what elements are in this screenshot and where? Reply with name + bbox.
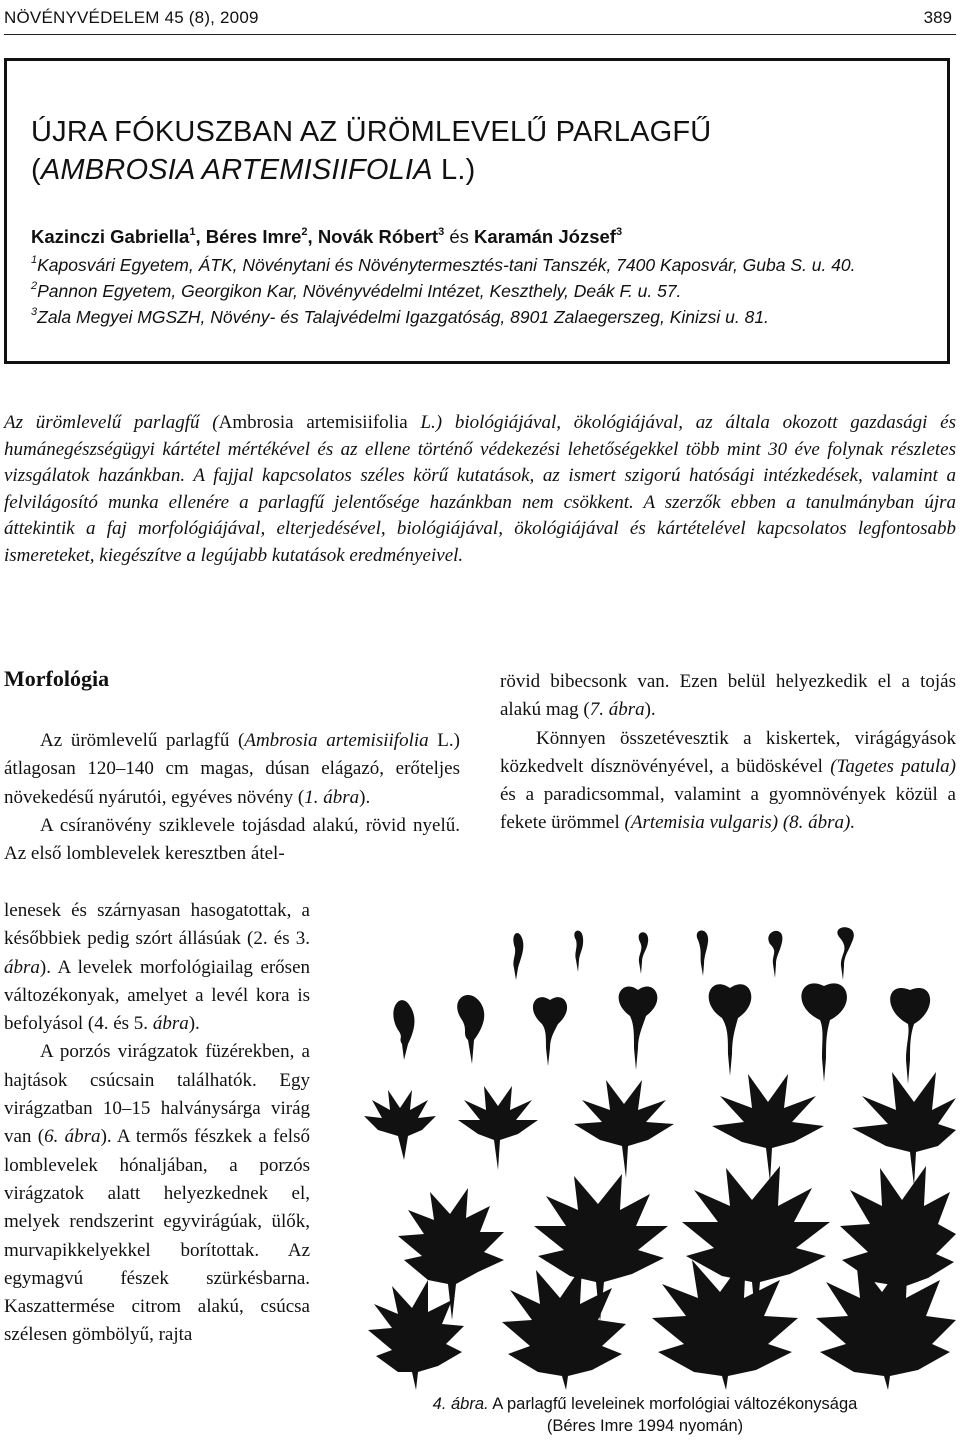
author-1: Kazinczi Gabriella bbox=[31, 226, 190, 247]
leaf-silhouette bbox=[801, 983, 847, 1082]
author-2: Béres Imre bbox=[205, 226, 302, 247]
leaf-silhouette bbox=[697, 931, 708, 977]
left-column-narrow bbox=[4, 897, 310, 1350]
leaf-silhouette bbox=[639, 932, 649, 974]
affiliation-1: $^1$Kaposvári Egyetem, ÁTK, Növénytani és Növénytermesztés-tani Tanszék, 7400 Kaposvár, Guba S. u. 40. bbox=[31, 254, 856, 275]
leaf-silhouette bbox=[852, 1072, 956, 1186]
abstract: Az ürömlevelű parlagfű (Ambrosia artemisiifolia L.) biológiájával, ökológiájával, az általa okozott gazdasági és humánegészségügyi kártétel mértékével és az ellene történő védekezési lehetőségekkel több mint 30 éve folynak részletes vizsgálatok hazánkban. A fajjal kapcsolatos széles körű kutatások, az ismert szigorú hatósági intézkedések, valamint a felvilágosító munka ellenére a parlagfű jelentősége hazánkban nem csökkent. A szerzők ebben a tanulmányban újra áttekintik a faj morfológiájával, elterjedésével, biológiájával, ökológiájával és kártételével kapcsolatos legfontosabb ismereteket, kiegészítve a legújabb kutatások eredményeivel. bbox=[4, 412, 956, 566]
leaf-silhouette bbox=[709, 984, 752, 1076]
leaf-silhouette bbox=[768, 931, 782, 978]
leaf-silhouette bbox=[502, 1266, 626, 1390]
paragraph: A csíranövény sziklevele tojásdad alakú, rövid nyelű. Az első lomblevelek keresztben átel- bbox=[4, 814, 460, 865]
paragraph: lenesek és szárnyasan hasogatottak, a későbbiek pedig szórt állásúak (2. és 3. ábra). A levelek morfológiailag erősen változékonyak, amelyet a levél kora is befolyásol (4. és 5. ábra). bbox=[4, 900, 310, 1035]
figure-caption bbox=[330, 1393, 960, 1437]
paragraph: rövid bibecsonk van. Ezen belül helyezkedik el a tojás alakú mag (7. ábra). bbox=[500, 671, 956, 721]
page-number: 389 bbox=[923, 8, 952, 27]
article-title bbox=[31, 113, 711, 189]
leaf-silhouette bbox=[513, 933, 523, 980]
paragraph: Könnyen összetévesztik a kiskertek, virágágyások közkedvelt dísznövényével, a büdöskével (Tagetes patula) és a paradicsommal, valamint a gyomnövények közül a fekete ürömmel (Artemisia vulgaris) (8. ábra). bbox=[500, 727, 957, 834]
leaf-silhouette bbox=[574, 1080, 674, 1178]
title-line-2: (AMBROSIA ARTEMISIIFOLIA L.) bbox=[31, 154, 476, 186]
affiliation-3: $^3$Zala Megyei MGSZH, Növény- és Talajvédelmi Igazgatóság, 8901 Zalaegerszeg, Kinizsi u. 81. bbox=[31, 306, 769, 327]
author-4: Karamán József bbox=[474, 226, 616, 247]
leaf-silhouette bbox=[457, 995, 484, 1064]
leaf-silhouette bbox=[533, 997, 567, 1066]
leaf-variability-figure bbox=[338, 920, 958, 1390]
leaf-silhouette bbox=[890, 988, 930, 1084]
abstract-species: Ambrosia artemisiifolia bbox=[218, 412, 408, 433]
paragraph: Az ürömlevelű parlagfű (Ambrosia artemisiifolia L.) átlagosan 120–140 cm magas, dúsan elágazó, erőteljes növekedésű nyárutói, egyéves növény (1. ábra). bbox=[4, 730, 460, 808]
leaf-silhouette bbox=[398, 1188, 504, 1320]
header-rule bbox=[4, 34, 956, 35]
leaf-silhouette bbox=[458, 1086, 538, 1170]
title-line-1: ÚJRA FÓKUSZBAN AZ ÜRÖMLEVELŰ PARLAGFŰ bbox=[31, 116, 712, 148]
title-species: AMBROSIA ARTEMISIIFOLIA bbox=[40, 154, 433, 186]
author-3: Novák Róbert bbox=[317, 226, 439, 247]
right-column bbox=[500, 668, 956, 838]
author-list: Kazinczi Gabriella$^1$, Béres Imre$^2$, Novák Róbert$^3$ és Karamán József$^3$ bbox=[31, 225, 623, 247]
caption-line-1: 4. ábra. A parlagfű leveleinek morfológiai változékonysága bbox=[432, 1395, 858, 1413]
leaf-silhouette bbox=[393, 1000, 414, 1060]
leaf-silhouette bbox=[619, 987, 658, 1070]
title-box bbox=[4, 58, 950, 364]
paragraph: A porzós virágzatok füzérekben, a hajtások csúcsain találhatók. Egy virágzatban 10–15 halványsárga virág van (6. ábra). A termős fészkek a felső lomblevelek hónaljában, a porzós virágzatok alatt helyezkednek el, melyek rendszerint egyvirágúak, ülők, murvapikkelyekkel borítottak. Az egymagvú fészek szürkésbarna. Kaszattermése citrom alakú, csúcsa szélesen gömbölyű, rajta bbox=[4, 1041, 310, 1346]
caption-line-2: (Béres Imre 1994 nyomán) bbox=[546, 1417, 744, 1435]
left-column-top bbox=[4, 727, 460, 868]
leaf-silhouette bbox=[364, 1090, 436, 1160]
affiliation-2: $^2$Pannon Egyetem, Georgikon Kar, Növényvédelmi Intézet, Keszthely, Deák F. u. 57. bbox=[31, 280, 682, 301]
leaf-silhouette bbox=[712, 1074, 824, 1182]
caption-label: 4. ábra. bbox=[432, 1395, 489, 1413]
running-header bbox=[4, 4, 956, 30]
journal-info: NÖVÉNYVÉDELEM 45 (8), 2009 bbox=[4, 8, 259, 27]
leaf-silhouette bbox=[837, 927, 853, 980]
leaf-silhouette bbox=[574, 931, 583, 972]
section-title: Morfológia bbox=[4, 666, 110, 691]
